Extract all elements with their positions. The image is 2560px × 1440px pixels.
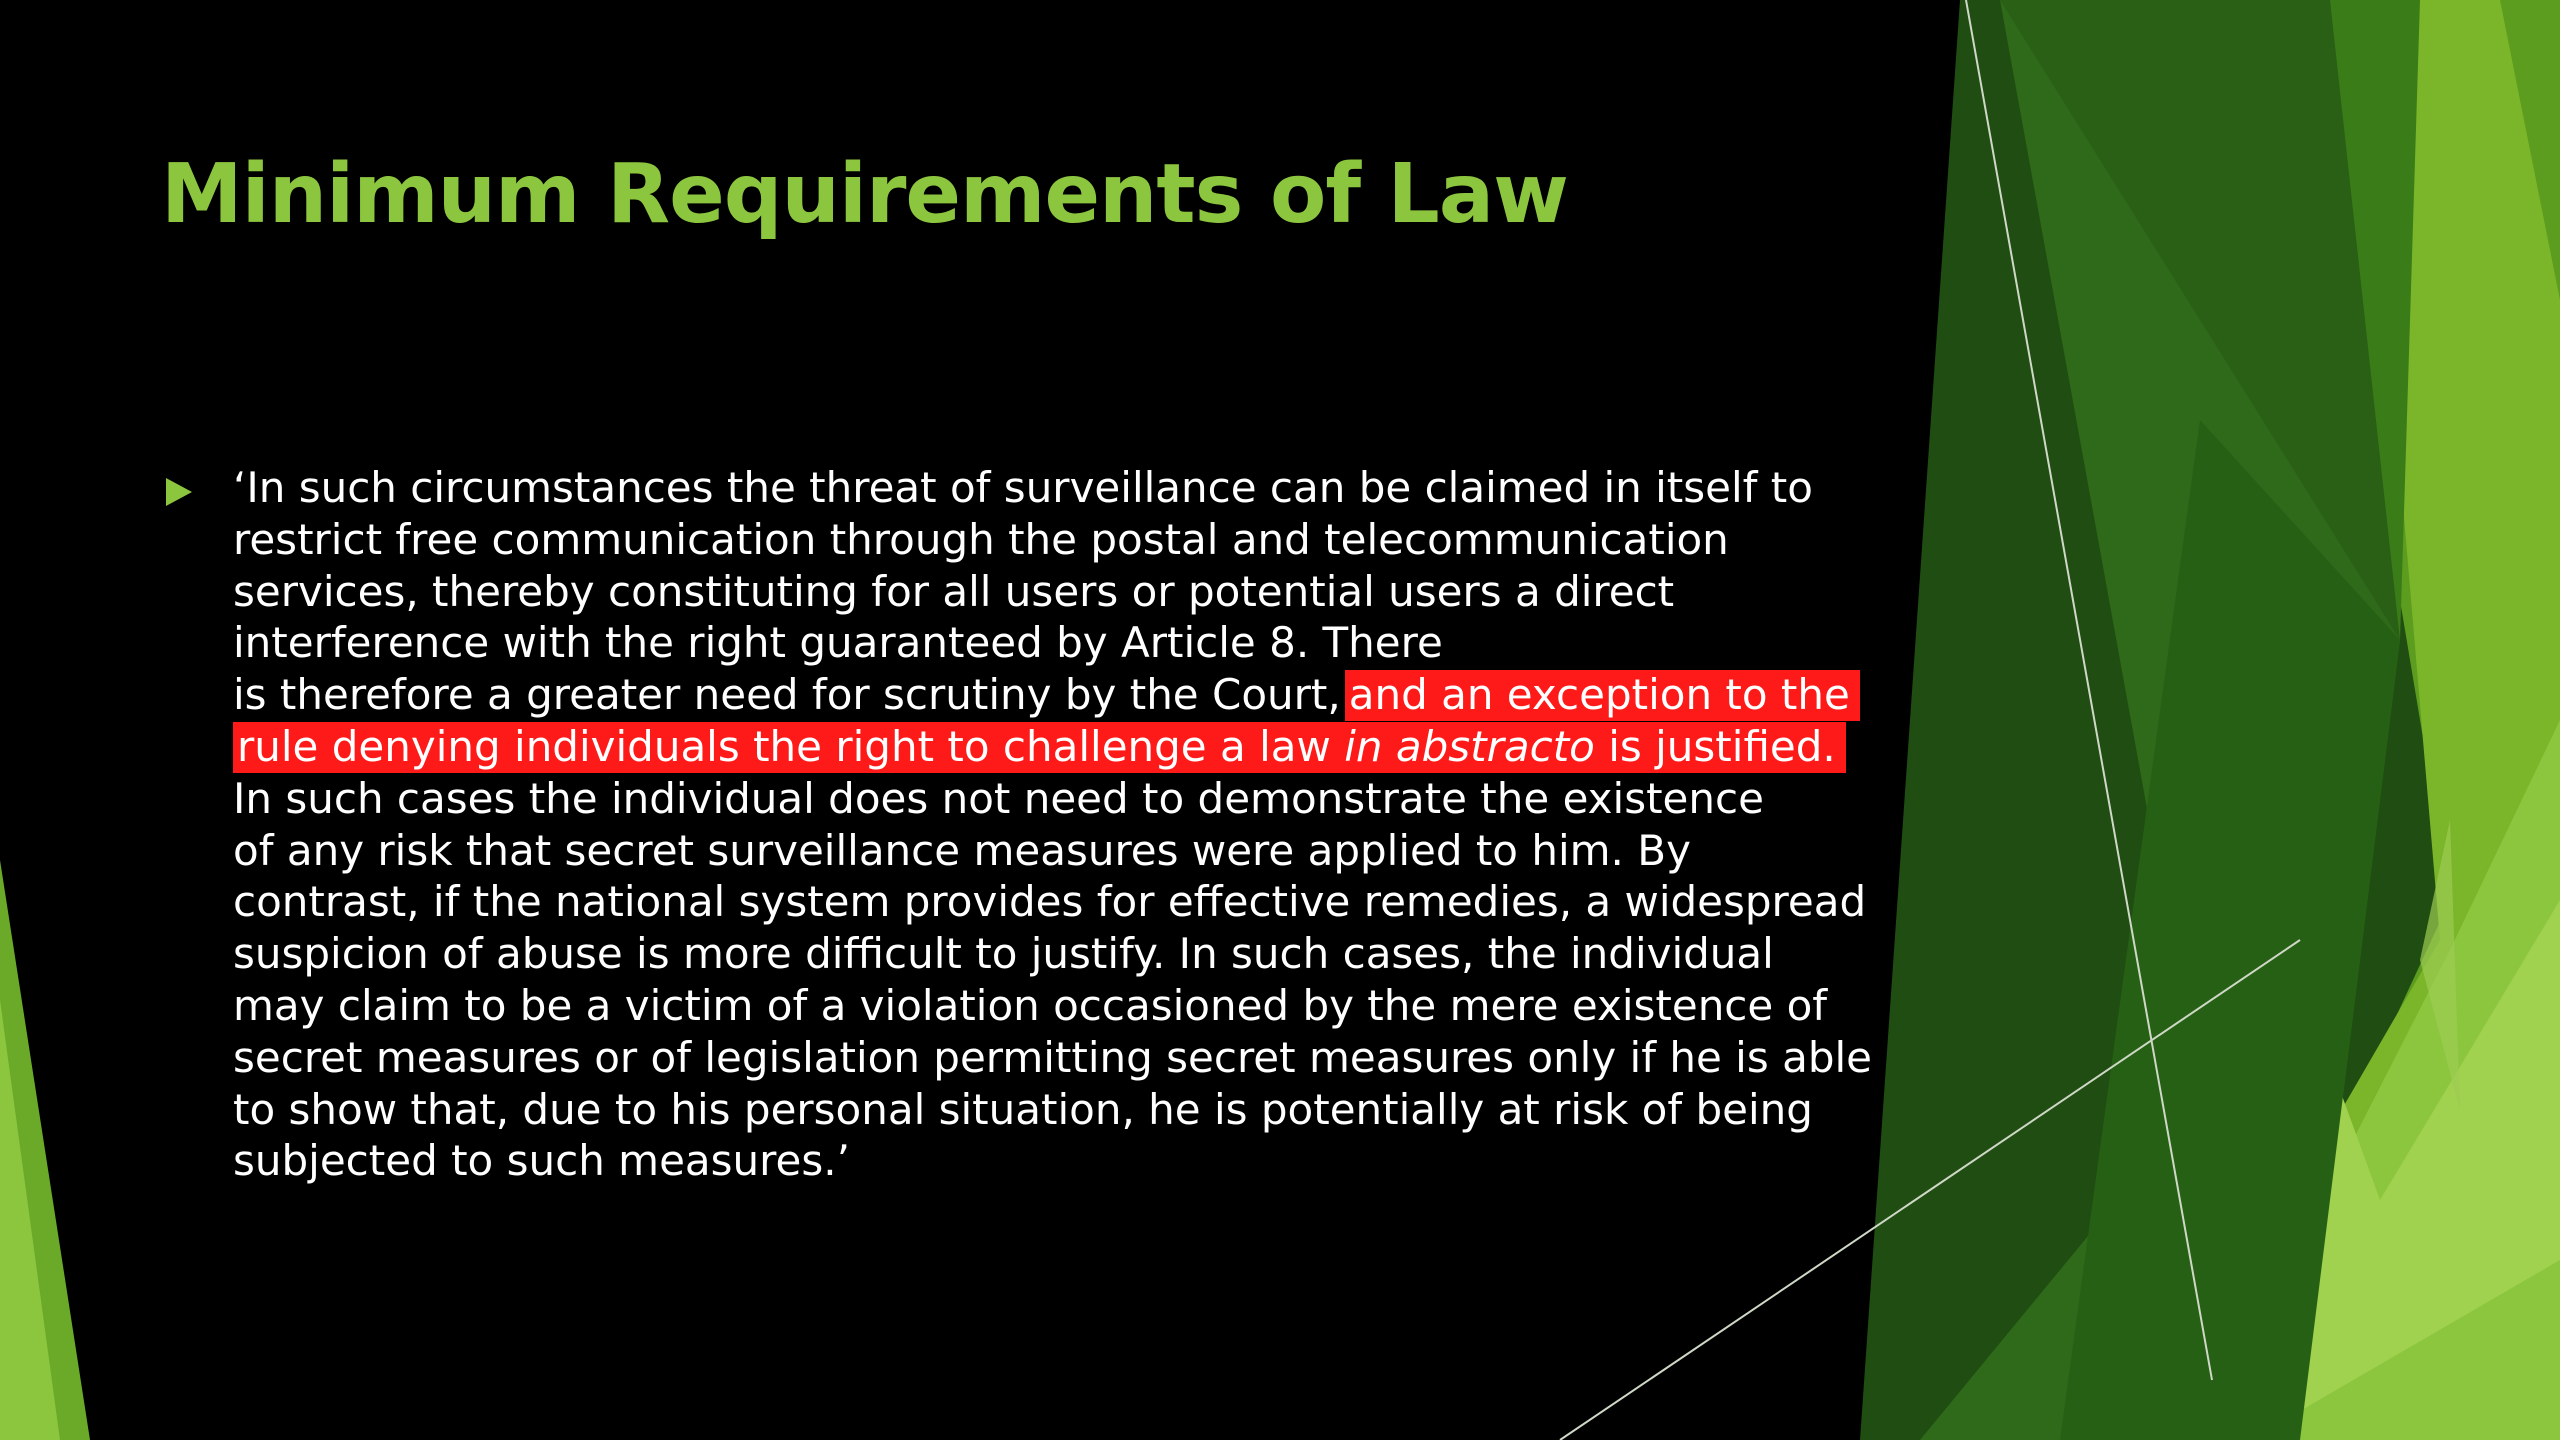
quote-line: to show that, due to his personal situation, he is potentially at risk of being bbox=[233, 1084, 1813, 1134]
quote-line: ‘In such circumstances the threat of surveillance can be claimed in itself to bbox=[233, 463, 1813, 512]
quote-line: subjected to such measures.’ bbox=[233, 1136, 850, 1186]
quote-line: may claim to be a victim of a violation occasioned by the mere existence of bbox=[233, 980, 1828, 1030]
highlighted-text bbox=[233, 722, 1846, 773]
quote-line: of any risk that secret surveillance measures were applied to him. By bbox=[233, 825, 1691, 875]
slide-title: Minimum Requirements of Law bbox=[161, 147, 1568, 242]
quote-line: suspicion of abuse is more difficult to justify. In such cases, the individual bbox=[233, 929, 1774, 979]
quote-line: services, thereby constituting for all users or potential users a direct bbox=[233, 566, 1675, 616]
quote-line: contrast, if the national system provides for effective remedies, a widespread bbox=[233, 877, 1867, 927]
quote-line: restrict free communication through the postal and telecommunication bbox=[233, 514, 1729, 564]
highlighted-italic-text: in abstracto bbox=[1344, 721, 1595, 771]
highlighted-text: and an exception to the bbox=[1345, 670, 1860, 721]
quote-text: is therefore a greater need for scrutiny by the Court, bbox=[233, 670, 1341, 720]
quote-paragraph bbox=[233, 462, 2113, 1187]
highlighted-text-part: is justified. bbox=[1608, 721, 1836, 771]
quote-line: secret measures or of legislation permitting secret measures only if he is able bbox=[233, 1032, 1872, 1082]
quote-line: In such cases the individual does not need to demonstrate the existence bbox=[233, 773, 1764, 823]
quote-line bbox=[233, 721, 2113, 773]
quote-line bbox=[233, 669, 2113, 721]
quote-line: interference with the right guaranteed by Article 8. There bbox=[233, 618, 1443, 668]
highlighted-text-part: rule denying individuals the right to challenge a law bbox=[237, 721, 1331, 771]
triangle-bullet-icon bbox=[166, 478, 192, 506]
